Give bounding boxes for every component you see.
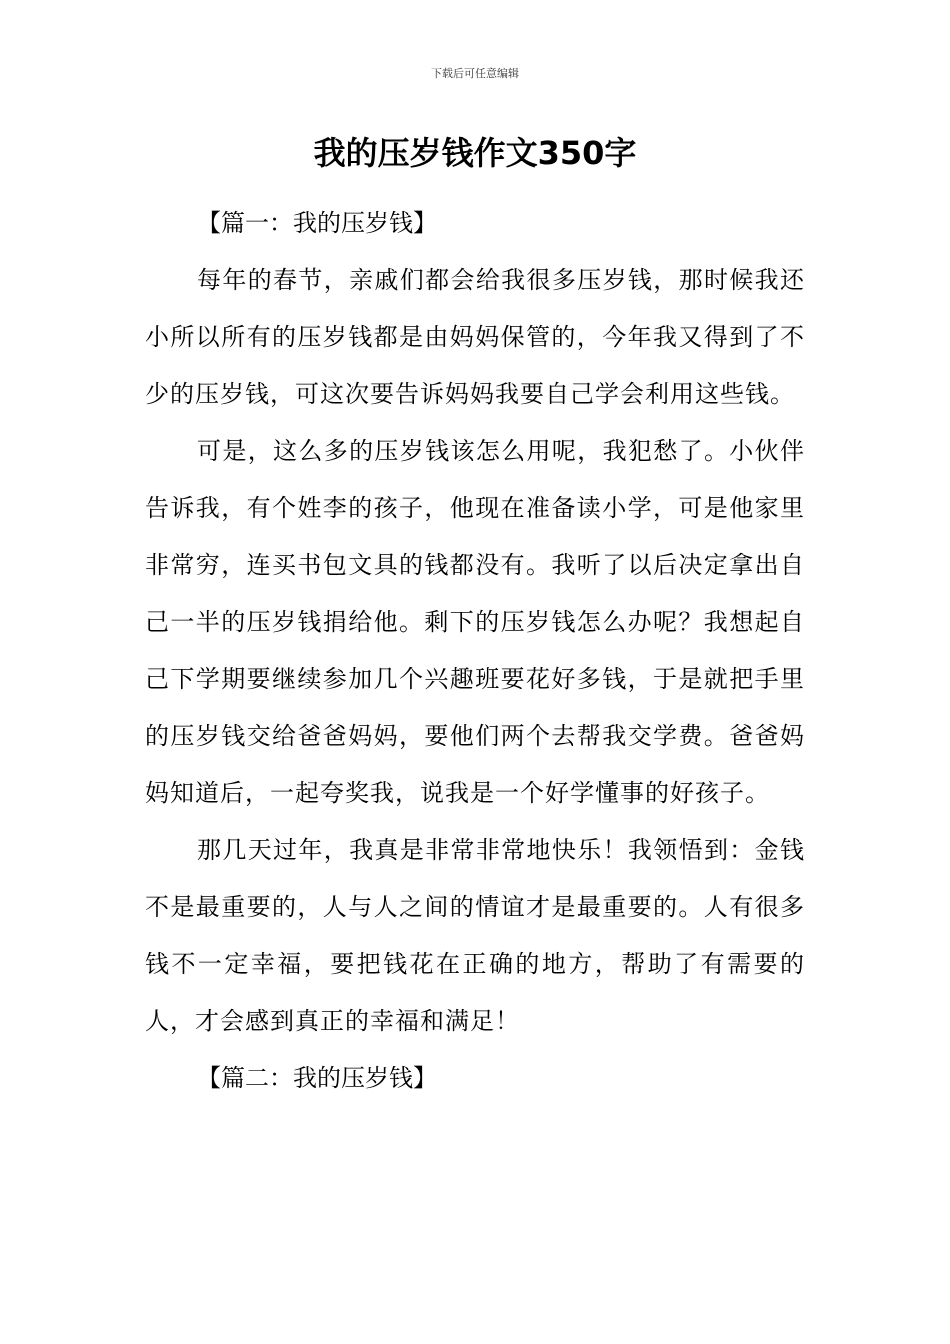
paragraph: 可是，这么多的压岁钱该怎么用呢，我犯愁了。小伙伴告诉我，有个姓李的孩子，他现在准备读小学，可是他家里非常穷，连买书包文具的钱都没有。我听了以后决定拿出自己一半的压岁钱捐给他。剩下的压岁钱怎么办呢？我想起自己下学期要继续参加几个兴趣班要花好多钱，于是就把手里的压岁钱交给爸爸妈妈，要他们两个去帮我交学费。爸爸妈妈知道后，一起夸奖我，说我是一个好学懂事的好孩子。 — [145, 437, 805, 807]
header-note: 下载后可任意编辑 — [431, 67, 519, 80]
section-heading: 【篇二：我的压岁钱】 — [197, 1064, 437, 1092]
paragraph: 那几天过年，我真是非常非常地快乐！我领悟到：金钱不是最重要的，人与人之间的情谊才是最重要的。人有很多钱不一定幸福，要把钱花在正确的地方，帮助了有需要的人，才会感到真正的幸福和满足！ — [145, 836, 805, 1035]
document-title: 我的压岁钱作文350字 — [313, 134, 637, 172]
document-body — [145, 195, 805, 1107]
section-heading: 【篇一：我的压岁钱】 — [197, 209, 437, 237]
paragraph: 每年的春节，亲戚们都会给我很多压岁钱，那时候我还小所以所有的压岁钱都是由妈妈保管的，今年我又得到了不少的压岁钱，可这次要告诉妈妈我要自己学会利用这些钱。 — [145, 266, 805, 408]
